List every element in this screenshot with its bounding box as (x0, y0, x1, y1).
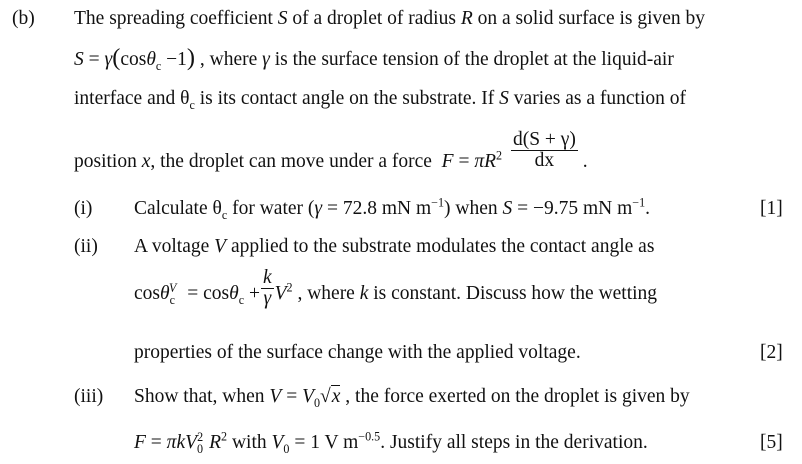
marks-ii: [2] (760, 342, 783, 363)
subquestion-ii-line-2: cosθ$_c^V$ = cosθ$_c$ + $\frac{k}{\gamma}$ $V^2$ , where k is constant. Discuss how the wetting (134, 267, 658, 310)
part-label: (b) (12, 8, 35, 29)
contact-angle-formula: cosθ$_c^V$ = cosθ$_c$ + $\frac{k}{\gamma}$ $V^2$ (134, 267, 293, 310)
subquestion-i-label: (i) (74, 198, 93, 219)
subquestion-ii-line-3: properties of the surface change with the applied voltage. (134, 342, 581, 363)
intro-line-4: position x, the droplet can move under a force $F = \pi R^2$ $\frac{d(S + \gamma)}{dx}$ . (74, 129, 588, 173)
subquestion-ii-line-1: A voltage V applied to the substrate modulates the contact angle as (134, 236, 655, 257)
marks-i: [1] (760, 198, 783, 219)
force-fraction: $\frac{d(S + \gamma)}{dx}$ (512, 129, 576, 172)
subquestion-iii-line-2: F = πkV$_0^2$ $R^2$ with $V_0 = 1$ V $m^{-0.5}$. Justify all steps in the derivation. (134, 429, 648, 456)
marks-iii: [5] (760, 432, 783, 453)
subquestion-iii-line-1: Show that, when $V = V_0√x$ , the force exerted on the droplet is given by (134, 386, 690, 410)
intro-line-2: S = γ(cosθ$_c$ −1) , where γ is the surface tension of the droplet at the liquid-air (74, 44, 674, 73)
subquestion-ii-label: (ii) (74, 236, 98, 257)
intro-line-3: interface and $\theta_c$ is its contact angle on the substrate. If S varies as a function of (74, 88, 686, 112)
subquestion-iii-label: (iii) (74, 386, 104, 407)
intro-line-1: The spreading coefficient S of a droplet of radius R on a solid surface is given by (74, 8, 706, 29)
spreading-formula: S = γ(cosθ$_c$ −1) (74, 44, 196, 73)
subquestion-i-text: Calculate $\theta_c$ for water (γ = 72.8 mN $m^{-1}$) when S = −9.75 mN $m^{-1}$. (134, 195, 651, 222)
